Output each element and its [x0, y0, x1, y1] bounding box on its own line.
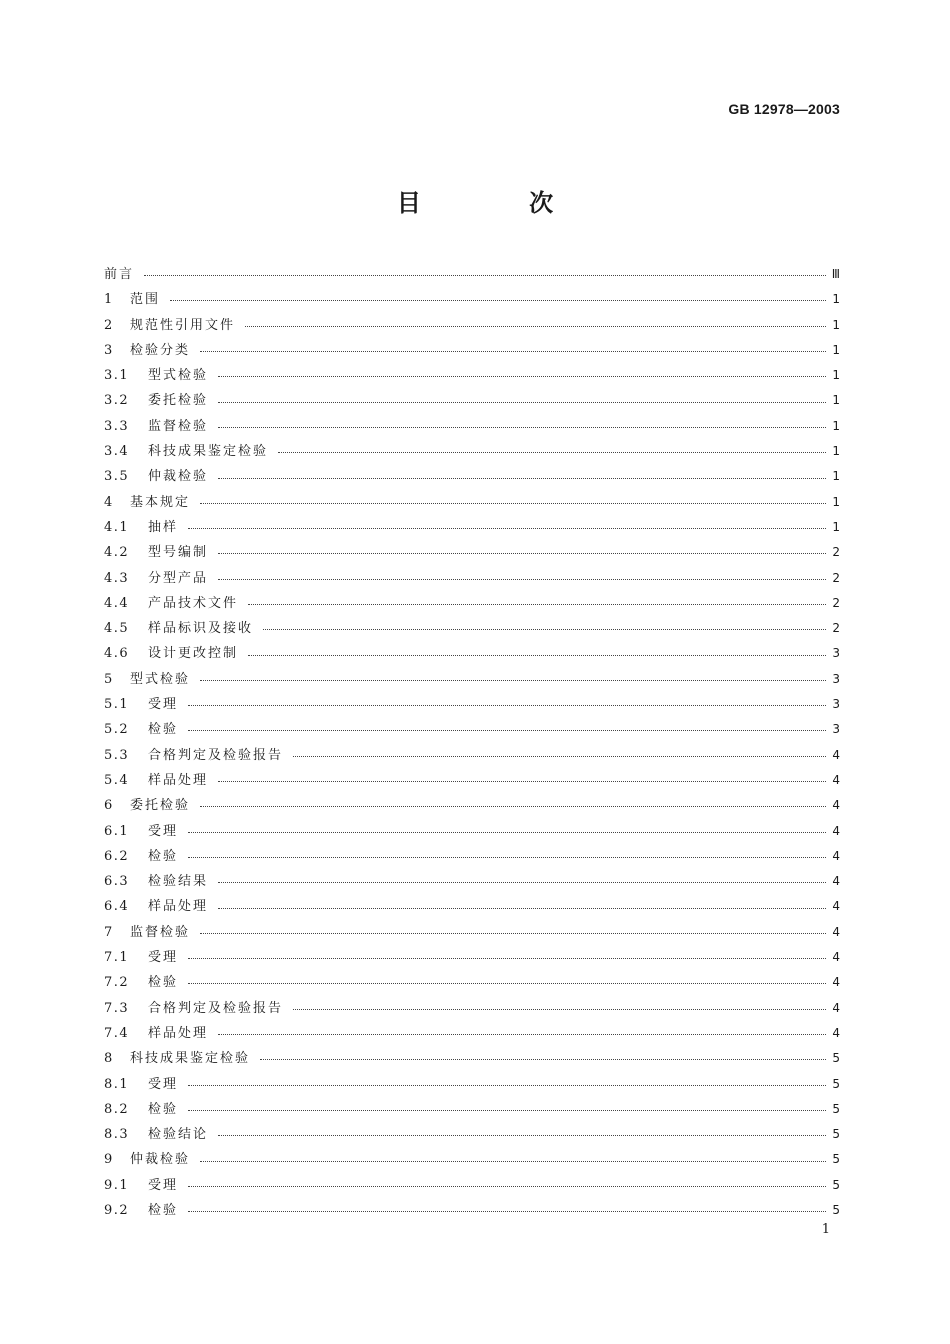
toc-entry-label: 合格判定及检验报告 [148, 1000, 284, 1016]
toc-entry-number: 4.2 [104, 545, 130, 561]
toc-entry-page: 5 [832, 1202, 840, 1217]
toc-entry[interactable] [104, 287, 840, 312]
toc-entry[interactable] [104, 566, 840, 591]
toc-dot-leader [188, 1211, 826, 1212]
toc-entry-number: 3 [104, 342, 114, 358]
toc-dot-leader [218, 882, 826, 883]
toc-entry[interactable] [104, 414, 840, 439]
toc-entry-page: 4 [832, 1000, 840, 1015]
toc-dot-leader [188, 1085, 826, 1086]
toc-dot-leader [260, 1059, 826, 1060]
toc-entry[interactable] [104, 844, 840, 869]
toc-entry[interactable] [104, 970, 840, 995]
toc-entry[interactable] [104, 1198, 840, 1223]
toc-entry-number: 7.3 [104, 1000, 130, 1016]
toc-dot-leader [200, 933, 826, 934]
toc-entry-number: 9 [104, 1152, 114, 1168]
toc-entry-page: Ⅲ [831, 267, 840, 281]
toc-entry[interactable] [104, 945, 840, 970]
toc-entry-label: 监督检验 [148, 418, 209, 434]
toc-entry[interactable] [104, 1173, 840, 1198]
document-code: GB 12978—2003 [728, 101, 840, 117]
toc-entry-number: 8.3 [104, 1127, 130, 1143]
toc-entry-label: 型号编制 [148, 545, 209, 561]
toc-dot-leader [245, 326, 826, 327]
toc-entry-number: 3.2 [104, 393, 130, 409]
toc-entry[interactable] [104, 1097, 840, 1122]
toc-dot-leader [218, 1034, 826, 1035]
toc-dot-leader [218, 427, 826, 428]
toc-entry-page: 2 [832, 545, 840, 560]
toc-entry-number: 8.2 [104, 1101, 130, 1117]
toc-entry-page: 5 [832, 1076, 840, 1091]
toc-dot-leader [188, 705, 826, 706]
toc-entry-number: 4.1 [104, 519, 130, 535]
toc-entry[interactable] [104, 540, 840, 565]
toc-entry-label: 分型产品 [148, 570, 209, 586]
toc-entry-label: 基本规定 [130, 494, 191, 510]
toc-dot-leader [200, 503, 826, 504]
toc-entry-label: 仲裁检验 [130, 1152, 191, 1168]
toc-entry-number: 6.4 [104, 899, 130, 915]
toc-entry-label: 受理 [148, 697, 179, 713]
toc-entry[interactable] [104, 591, 840, 616]
toc-entry-page: 2 [832, 595, 840, 610]
toc-entry-label: 样品处理 [148, 899, 209, 915]
toc-entry-page: 3 [832, 722, 840, 737]
toc-entry-page: 1 [832, 418, 840, 433]
toc-entry-page: 1 [832, 342, 840, 357]
toc-entry-page: 2 [832, 570, 840, 585]
toc-entry-number: 4.6 [104, 646, 130, 662]
toc-dot-leader [188, 528, 826, 529]
toc-entry-number: 6.3 [104, 874, 130, 890]
toc-dot-leader [188, 1186, 826, 1187]
toc-entry-label: 仲裁检验 [148, 469, 209, 485]
toc-dot-leader [188, 832, 826, 833]
toc-entry-number: 9.2 [104, 1202, 130, 1218]
toc-entry[interactable] [104, 1021, 840, 1046]
toc-entry-page: 2 [832, 621, 840, 636]
toc-entry-page: 5 [832, 1152, 840, 1167]
toc-entry-label: 样品处理 [148, 1025, 209, 1041]
toc-entry-page: 4 [832, 975, 840, 990]
toc-entry-label: 检验 [148, 975, 179, 991]
toc-entry-label: 检验 [148, 722, 179, 738]
toc-entry-number: 6 [104, 798, 114, 814]
toc-entry[interactable] [104, 338, 840, 363]
toc-entry[interactable] [104, 743, 840, 768]
toc-entry-number: 5.4 [104, 772, 130, 788]
page-title: 目 次 [396, 188, 604, 217]
toc-dot-leader [293, 1009, 826, 1010]
toc-entry-number: 3.1 [104, 368, 130, 384]
toc-entry-number: 3.3 [104, 418, 130, 434]
toc-dot-leader [188, 958, 826, 959]
toc-entry-label: 受理 [148, 1076, 179, 1092]
toc-entry[interactable] [104, 363, 840, 388]
toc-entry-page: 1 [832, 393, 840, 408]
toc-entry-page: 1 [832, 317, 840, 332]
toc-entry-number: 5.2 [104, 722, 130, 738]
toc-entry[interactable] [104, 515, 840, 540]
toc-entry-number: 7.1 [104, 950, 130, 966]
toc-entry-page: 1 [832, 494, 840, 509]
toc-entry-label: 检验 [148, 1202, 179, 1218]
toc-dot-leader [263, 629, 826, 630]
toc-entry-page: 4 [832, 874, 840, 889]
toc-dot-leader [218, 376, 826, 377]
toc-entry-label: 检验 [148, 1101, 179, 1117]
toc-dot-leader [218, 908, 826, 909]
toc-dot-leader [188, 730, 826, 731]
toc-dot-leader [200, 680, 826, 681]
toc-entry-page: 5 [832, 1177, 840, 1192]
toc-entry-label: 受理 [148, 950, 179, 966]
toc-entry-page: 4 [832, 798, 840, 813]
toc-entry-number: 6.1 [104, 823, 130, 839]
toc-entry-page: 4 [832, 1025, 840, 1040]
toc-entry-label: 合格判定及检验报告 [148, 747, 284, 763]
toc-entry[interactable] [104, 262, 840, 287]
toc-entry-number: 4.4 [104, 595, 130, 611]
toc-entry-page: 4 [832, 772, 840, 787]
toc-entry[interactable] [104, 1122, 840, 1147]
toc-dot-leader [248, 655, 826, 656]
toc-entry-page: 4 [832, 747, 840, 762]
toc-entry[interactable] [104, 313, 840, 338]
toc-entry-label: 抽样 [148, 519, 179, 535]
toc-entry-page: 5 [832, 1051, 840, 1066]
toc-dot-leader [218, 478, 826, 479]
toc-entry[interactable] [104, 996, 840, 1021]
toc-entry-number: 5.1 [104, 697, 130, 713]
toc-entry[interactable] [104, 692, 840, 717]
toc-entry-label: 委托检验 [130, 798, 191, 814]
toc-entry-number: 4.5 [104, 621, 130, 637]
toc-entry[interactable] [104, 464, 840, 489]
toc-entry[interactable] [104, 667, 840, 692]
toc-entry-page: 4 [832, 899, 840, 914]
toc-entry-page: 4 [832, 950, 840, 965]
toc-dot-leader [188, 1110, 826, 1111]
toc-entry-label: 产品技术文件 [148, 595, 239, 611]
toc-entry-label: 样品处理 [148, 772, 209, 788]
toc-entry-number: 3.5 [104, 469, 130, 485]
toc-entry-page: 1 [832, 292, 840, 307]
toc-dot-leader [218, 1135, 826, 1136]
toc-entry-page: 3 [832, 646, 840, 661]
toc-entry[interactable] [104, 894, 840, 919]
toc-entry-number: 8.1 [104, 1076, 130, 1092]
toc-dot-leader [188, 857, 826, 858]
toc-entry[interactable] [104, 1072, 840, 1097]
toc-entry-number: 2 [104, 317, 114, 333]
toc-entry-page: 4 [832, 823, 840, 838]
toc-dot-leader [293, 756, 826, 757]
toc-entry[interactable] [104, 717, 840, 742]
toc-entry-label: 检验结果 [148, 874, 209, 890]
page-number: 1 [821, 1222, 830, 1237]
toc-entry-label: 科技成果鉴定检验 [130, 1051, 251, 1067]
toc-entry-label: 规范性引用文件 [130, 317, 236, 333]
toc-dot-leader [248, 604, 826, 605]
toc-dot-leader [170, 300, 826, 301]
toc-entry-number: 4.3 [104, 570, 130, 586]
toc-dot-leader [200, 351, 826, 352]
toc-dot-leader [200, 806, 826, 807]
toc-entry[interactable] [104, 439, 840, 464]
toc-entry-label: 型式检验 [130, 671, 191, 687]
toc-entry-number: 4 [104, 494, 114, 510]
toc-entry-label: 科技成果鉴定检验 [148, 444, 269, 460]
toc-entry-page: 1 [832, 469, 840, 484]
toc-entry-label: 设计更改控制 [148, 646, 239, 662]
toc-entry[interactable] [104, 768, 840, 793]
toc-entry-label: 范围 [130, 292, 161, 308]
toc-entry-page: 5 [832, 1127, 840, 1142]
toc-dot-leader [200, 1161, 826, 1162]
toc-dot-leader [218, 579, 826, 580]
toc-entry-page: 5 [832, 1101, 840, 1116]
toc-entry-label: 受理 [148, 823, 179, 839]
toc-entry-number: 3.4 [104, 444, 130, 460]
toc-entry-label: 样品标识及接收 [148, 621, 254, 637]
toc-dot-leader [144, 275, 826, 276]
toc-entry-label: 检验结论 [148, 1127, 209, 1143]
toc-entry[interactable] [104, 869, 840, 894]
toc-dot-leader [278, 452, 826, 453]
toc-entry[interactable] [104, 641, 840, 666]
toc-entry-label: 型式检验 [148, 368, 209, 384]
toc-entry-page: 3 [832, 671, 840, 686]
toc-entry-number: 5 [104, 671, 114, 687]
toc-entry[interactable] [104, 920, 840, 945]
toc-entry-number: 8 [104, 1051, 114, 1067]
toc-entry-number: 7.4 [104, 1025, 130, 1041]
toc-entry-label: 委托检验 [148, 393, 209, 409]
toc-entry-number: 5.3 [104, 747, 130, 763]
toc-entry[interactable] [104, 1046, 840, 1071]
toc-entry[interactable] [104, 388, 840, 413]
toc-entry-label: 监督检验 [130, 924, 191, 940]
toc-entry-page: 1 [832, 444, 840, 459]
toc-entry-page: 4 [832, 924, 840, 939]
toc-entry[interactable] [104, 490, 840, 515]
toc-entry-label: 检验 [148, 848, 179, 864]
toc-entry-label: 检验分类 [130, 342, 191, 358]
toc-entry-page: 3 [832, 697, 840, 712]
toc-dot-leader [218, 402, 826, 403]
toc-entry-number: 1 [104, 292, 114, 308]
toc-entry-number: 7 [104, 924, 114, 940]
toc-entry[interactable] [104, 1147, 840, 1172]
toc-entry-label: 受理 [148, 1177, 179, 1193]
toc-entry-page: 1 [832, 368, 840, 383]
toc-entry-label: 前言 [104, 267, 135, 282]
toc-dot-leader [218, 781, 826, 782]
toc-entry-page: 1 [832, 519, 840, 534]
toc-entry[interactable] [104, 793, 840, 818]
table-of-contents [104, 262, 840, 1223]
toc-entry-number: 6.2 [104, 848, 130, 864]
toc-entry-page: 4 [832, 848, 840, 863]
toc-entry-number: 7.2 [104, 975, 130, 991]
toc-dot-leader [218, 553, 826, 554]
toc-entry-number: 9.1 [104, 1177, 130, 1193]
toc-entry[interactable] [104, 819, 840, 844]
toc-dot-leader [188, 983, 826, 984]
toc-entry[interactable] [104, 616, 840, 641]
